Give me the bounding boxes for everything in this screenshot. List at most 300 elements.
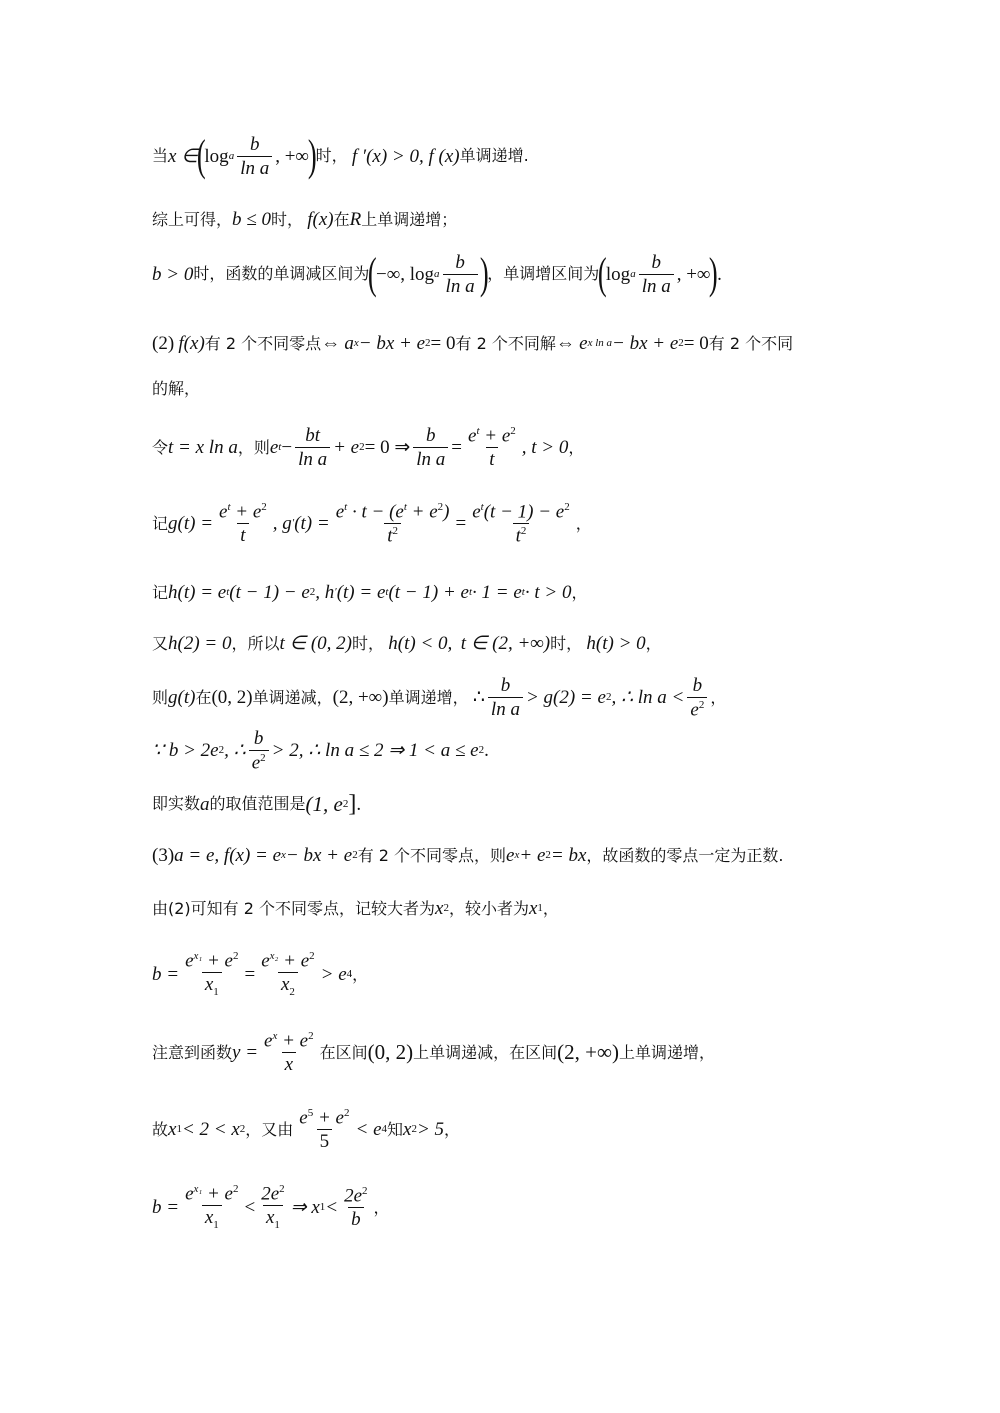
text: 注意到函数 — [152, 1042, 233, 1062]
fraction — [182, 1184, 241, 1231]
math-sup: 2 — [362, 1184, 368, 1197]
fraction — [469, 502, 573, 546]
math: t — [387, 525, 393, 547]
math-sup: 2 — [344, 1107, 350, 1119]
numerator: b — [651, 251, 661, 273]
math: > 5 — [416, 1119, 445, 1141]
math: = 0 ⇒ — [364, 437, 411, 459]
fraction — [249, 729, 269, 772]
math: f(x) — [178, 333, 205, 354]
math-sup: t — [468, 586, 473, 598]
math-sup: t — [344, 501, 348, 513]
math: e — [269, 437, 279, 459]
text: ，故函数的零点一定为正数. — [586, 845, 784, 865]
paren-close: ) — [709, 249, 719, 298]
text: 的解， — [152, 379, 201, 398]
math: = — [455, 513, 467, 535]
math: > g(2) = e — [525, 687, 606, 709]
math: + e — [202, 1183, 233, 1205]
math: (t − 1) − e — [483, 501, 565, 523]
math: + e — [277, 1030, 309, 1052]
math: , g — [272, 513, 292, 535]
text: ， — [373, 1197, 390, 1217]
text: ，则 — [237, 437, 270, 457]
math: , ∴ ln a < — [611, 687, 685, 709]
math-sup: x₁ — [193, 1183, 203, 1195]
math: − bx + e — [612, 333, 679, 354]
fraction — [465, 426, 519, 469]
math: = — [451, 437, 462, 459]
text: 时，函数的单调减区间为 — [193, 264, 370, 283]
math: h(t) > 0 — [586, 633, 646, 654]
math-sup: 4 — [381, 1123, 388, 1136]
fraction — [639, 253, 674, 296]
math-sup: 2 — [218, 744, 225, 757]
math-sub: 1 — [213, 986, 219, 999]
math: t = x ln a — [168, 437, 238, 459]
math: ∴ — [472, 687, 485, 709]
numerator — [469, 502, 573, 523]
text: ，较小者为 — [448, 898, 529, 918]
math: = 0 — [430, 333, 456, 354]
math-sub: 2 — [289, 986, 295, 999]
math: < — [325, 1197, 339, 1219]
math-sup: 2 — [545, 849, 551, 861]
math-sup: 5 — [307, 1107, 314, 1119]
math-sup: 2 — [605, 691, 612, 704]
math: (t − 1) + e — [388, 582, 469, 603]
math-sub: a — [228, 149, 235, 162]
math: · t − (e — [347, 501, 404, 523]
text: 上单调递减，在区间 — [413, 1042, 558, 1062]
fraction — [443, 253, 478, 296]
math-sup: x₁ — [193, 950, 203, 962]
numerator — [296, 1108, 352, 1129]
math: ] — [348, 791, 357, 817]
text: 当 — [152, 146, 169, 165]
math-sup: t — [278, 441, 282, 454]
text: ， — [645, 633, 662, 653]
math-sup: 2 — [478, 744, 485, 757]
math: h(t) < 0, — [388, 633, 453, 654]
text: 时， — [550, 633, 583, 653]
text: 在 — [195, 687, 212, 707]
math: −∞, log — [376, 263, 435, 285]
denominator: ln a — [639, 274, 674, 296]
fraction — [182, 951, 241, 998]
math: , ∴ — [224, 740, 246, 762]
math-sup: x — [353, 337, 359, 349]
text: 记 — [152, 582, 169, 602]
math-sup: 2 — [261, 501, 267, 514]
fraction — [258, 1184, 287, 1231]
numerator: b — [253, 728, 264, 749]
text: 知 — [387, 1119, 404, 1139]
text: ， — [542, 898, 559, 918]
line-15 — [152, 951, 368, 998]
math: t ∈ (2, +∞) — [460, 633, 551, 654]
math-sup: t — [226, 586, 230, 598]
math: > 2, ∴ ln a ≤ 2 ⇒ 1 < a ≤ e — [271, 740, 479, 762]
math: e — [335, 501, 345, 523]
line-9 — [152, 634, 662, 653]
math: , t > 0 — [521, 437, 569, 459]
math: g(t) — [168, 687, 196, 709]
math-sup: 4 — [346, 968, 353, 981]
math-sup: 2 — [233, 1183, 239, 1195]
math: ⇔ — [321, 333, 341, 354]
math: x — [204, 974, 214, 996]
math-sup: x — [281, 849, 286, 861]
math: < — [244, 1197, 256, 1219]
math-sup: ′ — [334, 586, 337, 598]
math-sup: t — [227, 501, 231, 514]
text: ， — [710, 687, 727, 707]
math: . — [356, 793, 362, 815]
math-sup: 2 — [308, 1030, 314, 1042]
math: (t − 1) − e — [229, 582, 310, 603]
math-sub: 1 — [213, 1219, 219, 1232]
math: < e — [355, 1119, 382, 1141]
denominator: ln a — [443, 274, 478, 296]
math: x — [265, 1207, 275, 1229]
math-sub: 1 — [176, 1123, 182, 1136]
line-2 — [152, 210, 457, 229]
math: ⇔ — [555, 333, 575, 354]
math: < 2 < x — [181, 1119, 240, 1141]
math: a — [344, 333, 354, 354]
math-sup: t — [385, 586, 389, 598]
numerator: b — [500, 675, 511, 697]
paren-close: ) — [479, 249, 489, 298]
text: 令 — [152, 437, 169, 457]
math: e — [299, 1107, 308, 1129]
math-sup: 2 — [564, 501, 570, 513]
math: x — [435, 898, 444, 919]
math: · 1 = e — [472, 582, 522, 603]
line-14 — [152, 899, 559, 918]
numerator — [216, 502, 270, 523]
denominator — [278, 972, 298, 998]
denominator — [263, 1205, 283, 1231]
math: e — [251, 752, 261, 774]
math-sup: 2 — [392, 525, 398, 538]
math: , +∞ — [275, 145, 309, 167]
math: ∵ b > 2e — [152, 740, 219, 762]
math: b > 0 — [152, 263, 194, 285]
math: e — [185, 950, 194, 972]
text: 在区间 — [319, 1042, 368, 1062]
fraction — [258, 951, 317, 998]
line-11 — [152, 729, 489, 772]
math-sub: 1 — [274, 1219, 280, 1232]
numerator — [341, 1186, 370, 1207]
line-12 — [152, 792, 361, 816]
math: h(t) = e — [168, 582, 227, 603]
math: − bx + e — [358, 333, 426, 354]
math-sup: 2 — [359, 441, 365, 454]
math: x — [528, 898, 538, 919]
math: = bx — [550, 845, 587, 866]
math-sup: t — [403, 501, 407, 513]
denominator — [202, 1205, 222, 1231]
math-sub: 2 — [443, 902, 449, 914]
line-1 — [152, 131, 529, 180]
numerator — [261, 1031, 317, 1052]
math-sub: 1 — [537, 902, 543, 914]
text: 综上可得， — [152, 209, 233, 229]
text: 有 2 个不同 — [708, 333, 794, 353]
denominator: ln a — [488, 697, 523, 719]
denominator — [687, 697, 707, 719]
math: + e — [230, 501, 262, 523]
math-sup: 2 — [437, 501, 444, 513]
math: . — [717, 263, 722, 285]
math-sup: ′ — [291, 517, 295, 530]
paren-close: ) — [307, 131, 317, 180]
math-sup: 2 — [425, 337, 431, 349]
line-17 — [152, 1108, 460, 1151]
math: x ∈ — [168, 145, 198, 167]
text: ， — [568, 437, 585, 457]
math: f(x) — [307, 209, 334, 230]
math: + e — [479, 425, 511, 447]
math-sup: x — [514, 849, 520, 861]
numerator: b — [455, 251, 465, 273]
text: 有 2 个不同解 — [455, 333, 556, 353]
math: + e — [202, 950, 233, 972]
math: · t > 0 — [524, 582, 572, 603]
math: (3) — [152, 845, 175, 866]
math: x — [280, 974, 290, 996]
text: 又 — [152, 633, 169, 653]
math: t ∈ (0, 2) — [279, 633, 352, 654]
math: g(t) = — [168, 513, 214, 535]
math: + e — [406, 501, 438, 523]
math: b ≤ 0 — [232, 209, 271, 230]
paren-open: ( — [196, 131, 206, 180]
math-sup: 2 — [342, 797, 349, 810]
denominator: ln a — [295, 447, 330, 469]
math-sub: 2 — [239, 1123, 246, 1136]
math: ⇒ x — [290, 1197, 320, 1219]
math: − bx + e — [285, 845, 353, 866]
math: > e — [320, 964, 347, 986]
line-7 — [152, 502, 592, 546]
math: h(2) = 0 — [168, 633, 232, 654]
math: x — [168, 1119, 177, 1141]
math-sup: 2 — [352, 849, 358, 861]
math: 2e — [261, 1183, 280, 1205]
text: 即实数 — [152, 794, 201, 813]
math: (t) = — [294, 513, 330, 535]
denominator — [513, 523, 530, 545]
math: ) — [443, 501, 450, 523]
denominator: t — [486, 447, 497, 469]
math: (1, e — [305, 791, 343, 816]
math: e — [472, 501, 481, 523]
text: 时， — [352, 633, 385, 653]
text: 故 — [152, 1119, 169, 1139]
line-13 — [152, 846, 784, 865]
numerator: bt — [305, 425, 320, 447]
paren-open: ( — [598, 249, 607, 298]
math: (t) = e — [336, 582, 386, 603]
math: e — [261, 950, 270, 972]
line-5 — [152, 381, 200, 397]
line-16 — [152, 1031, 715, 1074]
denominator: ln a — [413, 447, 448, 469]
text: 单调递增. — [459, 146, 529, 165]
text: 有 2 个不同零点 — [204, 333, 322, 353]
math-sup: t — [521, 586, 525, 598]
math-sup: 2 — [260, 752, 266, 764]
text: 有 2 个不同零点，则 — [357, 845, 507, 865]
math-sup: 2 — [309, 950, 315, 962]
math: + e — [333, 437, 360, 459]
math-sup: x — [272, 1030, 278, 1042]
math: (0, 2) — [367, 1040, 414, 1065]
numerator — [182, 1184, 241, 1205]
denominator: ln a — [237, 156, 272, 178]
math: e — [579, 333, 588, 354]
math-sub: 2 — [411, 1123, 417, 1136]
math-sub: 1 — [319, 1201, 326, 1214]
math-sup: 2 — [510, 425, 516, 437]
math: e — [264, 1030, 273, 1052]
text: 则 — [152, 687, 169, 707]
math: e — [185, 1183, 194, 1205]
text: 在 — [333, 209, 350, 229]
numerator — [182, 951, 241, 972]
math: e — [468, 425, 477, 447]
math-sup: 2 — [309, 586, 316, 598]
line-4 — [152, 334, 793, 353]
math: t — [515, 525, 521, 547]
math: (2, +∞) — [332, 687, 389, 709]
math-sup: t — [480, 501, 484, 513]
math: + e — [313, 1107, 344, 1129]
denominator: 5 — [317, 1129, 333, 1151]
text: 单调递增， — [388, 687, 469, 707]
math-sup: 2 — [233, 950, 239, 962]
math: b = — [152, 1197, 180, 1219]
math-sup: 2 — [698, 699, 705, 711]
fraction — [295, 426, 330, 469]
text: ，单调增区间为 — [487, 264, 600, 283]
numerator — [258, 951, 317, 972]
math: , h — [315, 582, 335, 603]
text: 上单调递增； — [361, 209, 458, 229]
text: 记 — [152, 513, 169, 533]
text: ， — [352, 964, 369, 984]
math: log — [204, 145, 229, 167]
text: 时， — [315, 146, 348, 165]
numerator: b — [249, 133, 260, 155]
text: 由(2)可知有 2 个不同零点，记较大者为 — [152, 898, 436, 918]
math: a — [200, 793, 210, 815]
denominator: t — [237, 523, 248, 545]
math-sup: x ln a — [587, 337, 613, 349]
math: x — [204, 1207, 214, 1229]
math-sup: 2 — [520, 525, 527, 538]
denominator: b — [348, 1207, 364, 1229]
math: y = — [232, 1042, 259, 1064]
math: 2e — [344, 1185, 363, 1207]
math: = 0 — [683, 333, 709, 354]
fraction — [341, 1186, 370, 1229]
text: ， — [571, 582, 588, 602]
fraction — [237, 135, 272, 178]
text: ，所以 — [231, 633, 280, 653]
math: log — [605, 263, 631, 285]
math: (2, +∞) — [557, 1040, 619, 1065]
denominator — [384, 523, 401, 545]
math-sup: 2 — [678, 337, 684, 349]
numerator: b — [426, 425, 436, 447]
line-18 — [152, 1184, 390, 1231]
text: ， — [444, 1119, 461, 1139]
denominator: x — [282, 1052, 296, 1074]
denominator — [202, 972, 222, 998]
line-8 — [152, 583, 587, 602]
math: + e — [519, 845, 546, 866]
fraction — [216, 502, 270, 545]
math-sup: x₂ — [269, 950, 279, 962]
fraction — [687, 676, 707, 719]
math: , +∞ — [676, 263, 711, 285]
math-sub: a — [630, 267, 636, 280]
math: e — [690, 699, 699, 721]
line-6 — [152, 426, 584, 469]
math-sub: a — [434, 267, 440, 280]
text: 时， — [270, 209, 303, 229]
paren-open: ( — [368, 249, 378, 298]
fraction — [333, 502, 453, 546]
numerator: b — [692, 675, 703, 696]
numerator — [258, 1184, 287, 1205]
denominator — [249, 750, 269, 772]
fraction — [261, 1031, 317, 1074]
math: x — [403, 1119, 412, 1141]
math: − — [281, 437, 293, 459]
math: R — [349, 209, 362, 230]
text: 上单调递增， — [618, 1042, 715, 1062]
math: = — [244, 964, 256, 986]
numerator — [333, 502, 453, 523]
numerator — [465, 426, 519, 447]
fraction — [488, 676, 523, 719]
text: 单调递减， — [252, 687, 333, 707]
math: (0, 2) — [211, 687, 253, 709]
line-3 — [152, 249, 722, 298]
math: e — [506, 845, 515, 866]
math: e — [219, 501, 228, 523]
math: (2) — [152, 333, 175, 354]
math: b = — [152, 964, 180, 986]
math: f ′(x) > 0, f (x) — [351, 145, 460, 167]
math: . — [484, 740, 489, 762]
math: + e — [278, 950, 310, 972]
text: ， — [575, 513, 592, 533]
text: ，又由 — [245, 1119, 294, 1139]
math-sup: t — [476, 425, 480, 437]
text: 的取值范围是 — [209, 794, 306, 813]
fraction — [296, 1108, 352, 1151]
math: a = e, f(x) = e — [174, 845, 282, 866]
fraction — [413, 426, 448, 469]
line-10 — [152, 676, 726, 719]
